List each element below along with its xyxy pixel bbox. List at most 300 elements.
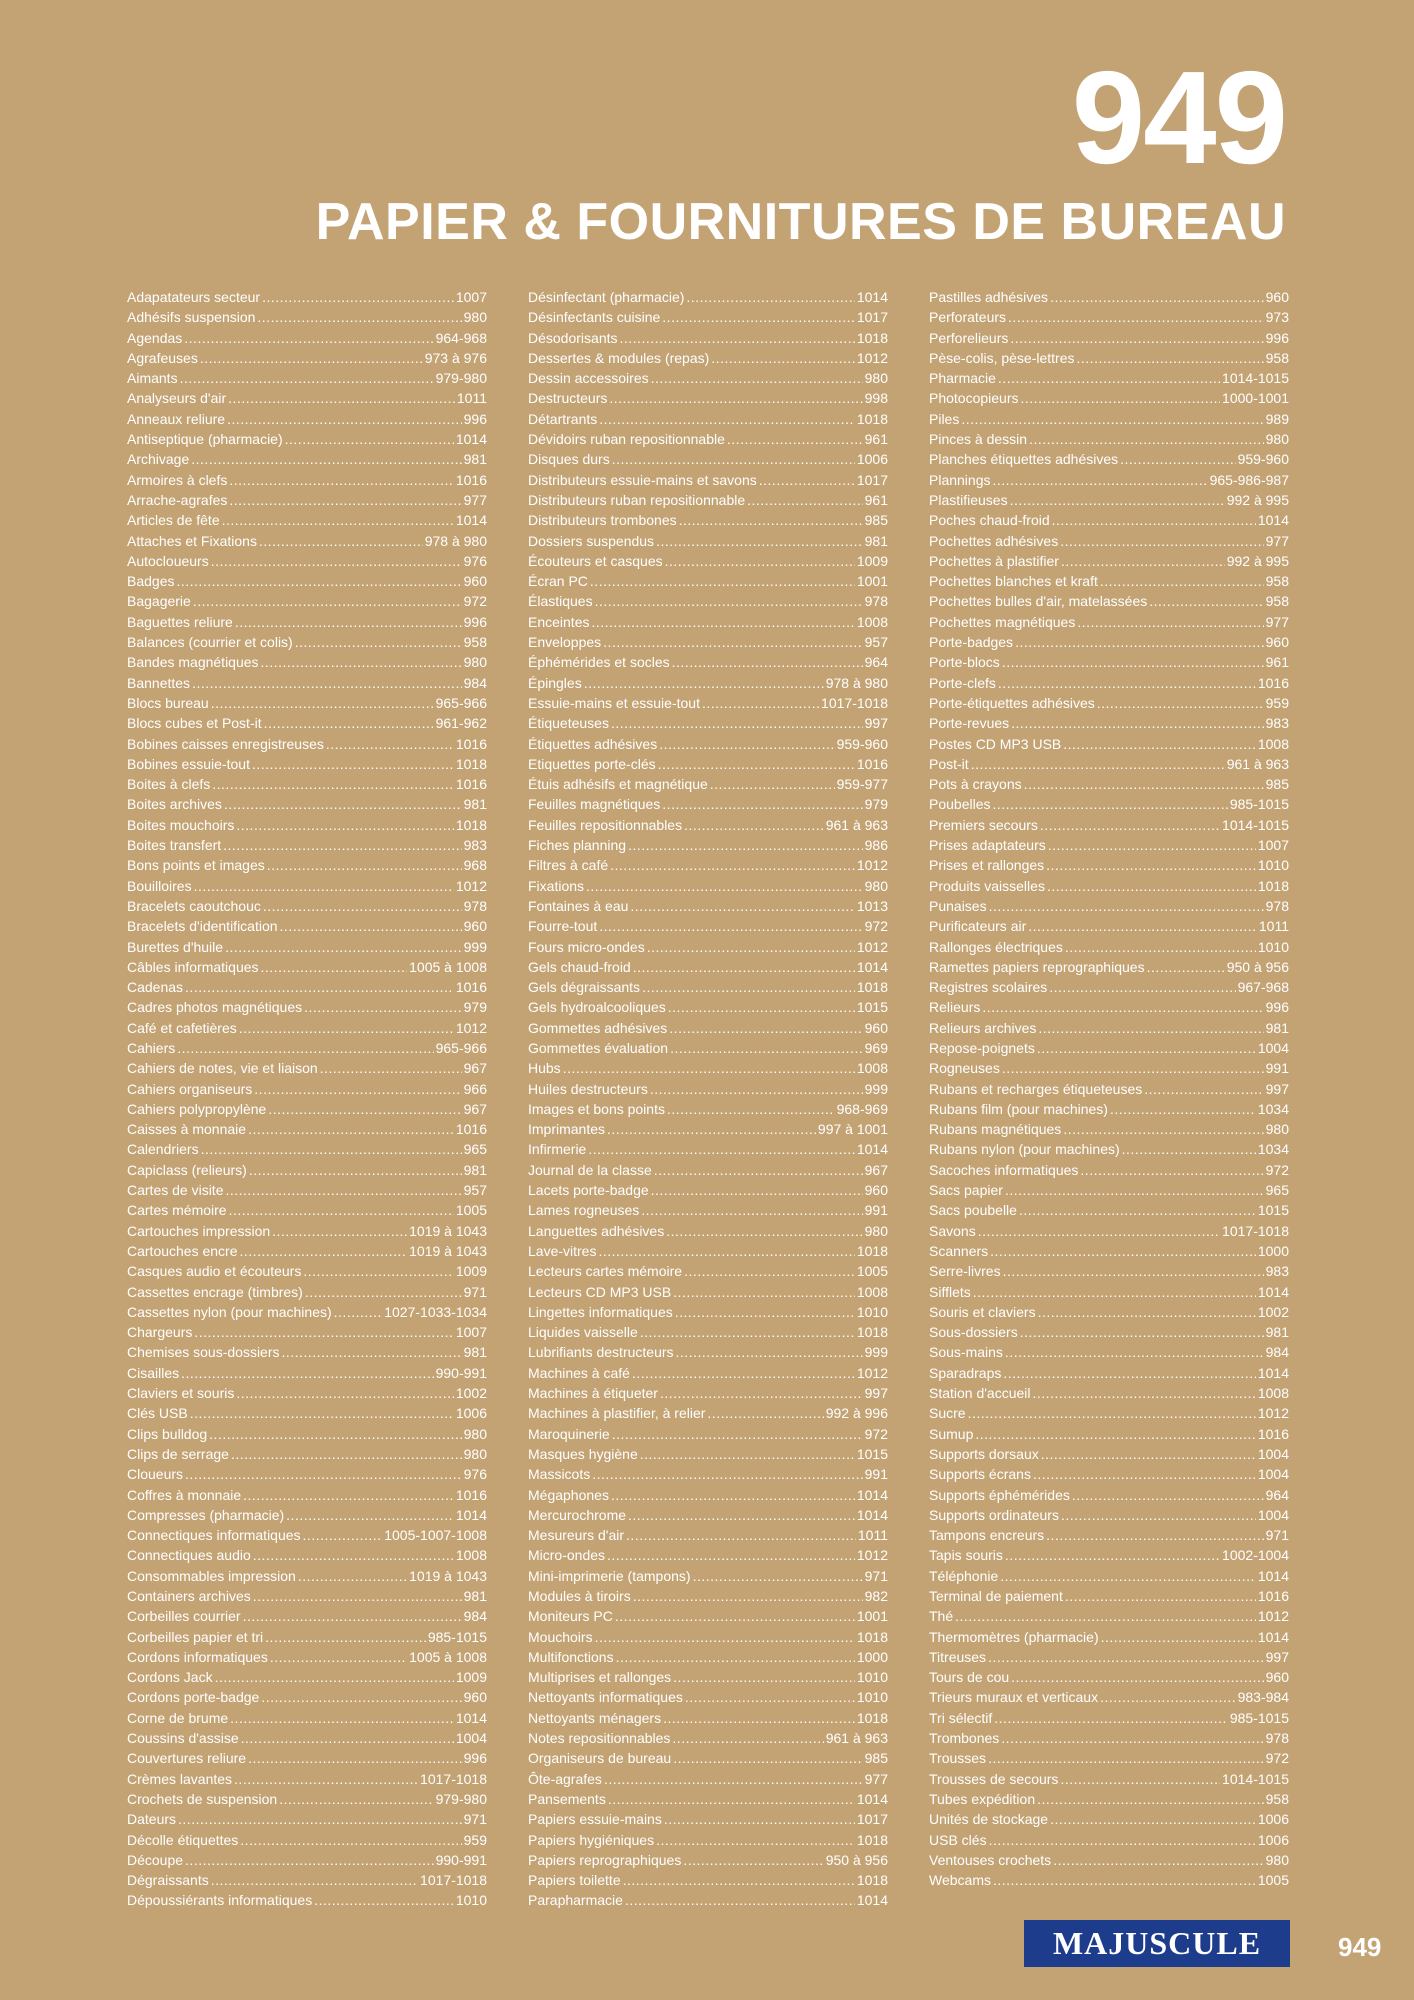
entry-page: 972 [463, 593, 487, 610]
dot-leader [320, 1058, 462, 1078]
index-entry [929, 632, 1289, 652]
dot-leader [633, 957, 855, 977]
dot-leader [675, 1302, 855, 1322]
index-entry [528, 612, 888, 632]
dot-leader [603, 632, 862, 652]
dot-leader [599, 409, 855, 429]
index-entry [929, 1322, 1289, 1342]
entry-page: 964 [864, 654, 888, 671]
dot-leader [1077, 612, 1263, 632]
entry-name: Dévidoirs ruban repositionnable [528, 431, 725, 448]
entry-page: 1034 [1257, 1141, 1289, 1158]
entry-name: Cadres photos magnétiques [127, 999, 303, 1016]
entry-name: Aimants [127, 370, 178, 387]
index-entry [528, 1444, 888, 1464]
index-entry [929, 307, 1289, 327]
dot-leader [665, 551, 855, 571]
dot-leader [651, 368, 863, 388]
index-entry [127, 1342, 487, 1362]
entry-name: Sacs poubelle [929, 1202, 1017, 1219]
entry-name: Arrache-agrafes [127, 491, 228, 508]
entry-name: Baguettes reliure [127, 613, 233, 630]
index-entry [929, 937, 1289, 957]
entry-page: 1002 [455, 1385, 487, 1402]
index-entry [528, 571, 888, 591]
dot-leader [679, 510, 863, 530]
dot-leader [707, 1403, 823, 1423]
index-entry [127, 1403, 487, 1423]
entry-name: Tours de cou [929, 1669, 1010, 1686]
dot-leader [1077, 348, 1264, 368]
dot-leader [989, 1830, 1256, 1850]
entry-page: 1016 [455, 1121, 487, 1138]
entry-page: 1014 [856, 1506, 888, 1523]
dot-leader [223, 835, 461, 855]
entry-page: 1005 [856, 1263, 888, 1280]
dot-leader [662, 794, 862, 814]
entry-name: Dossiers suspendus [528, 532, 655, 549]
entry-name: Calendriers [127, 1141, 199, 1158]
index-entry [127, 1525, 487, 1545]
entry-name: Articles de fête [127, 512, 220, 529]
index-entry [127, 652, 487, 672]
dot-leader [280, 916, 462, 936]
entry-name: Cartes de visite [127, 1182, 224, 1199]
entry-page: 967 [463, 1060, 487, 1077]
index-entry [127, 855, 487, 875]
index-entry [528, 368, 888, 388]
entry-page: 980 [1265, 1851, 1289, 1868]
dot-leader [305, 1282, 462, 1302]
entry-page: 999 [864, 1080, 888, 1097]
entry-page: 1018 [455, 816, 487, 833]
dot-leader [314, 1890, 454, 1910]
entry-name: Massicots [528, 1466, 591, 1483]
index-entry [127, 1444, 487, 1464]
index-entry [127, 591, 487, 611]
entry-page: 1014 [856, 1790, 888, 1807]
dot-leader [683, 1850, 823, 1870]
entry-name: Cordons Jack [127, 1669, 213, 1686]
dot-leader [240, 1830, 461, 1850]
dot-leader [1028, 916, 1257, 936]
dot-leader [1033, 1383, 1256, 1403]
dot-leader [253, 1545, 454, 1565]
dot-leader [595, 1627, 855, 1647]
dot-leader [684, 815, 824, 835]
dot-leader [669, 1018, 862, 1038]
entry-name: Masques hygiène [528, 1445, 638, 1462]
entry-name: Tubes expédition [929, 1790, 1036, 1807]
entry-name: Ôte-agrafes [528, 1770, 602, 1787]
entry-page: 978 [864, 593, 888, 610]
index-entry [929, 997, 1289, 1017]
index-entry [127, 1870, 487, 1890]
entry-name: Sacoches informatiques [929, 1161, 1079, 1178]
entry-page: 1014 [455, 1506, 487, 1523]
entry-name: Agendas [127, 329, 183, 346]
index-entry [528, 794, 888, 814]
entry-name: Notes repositionnables [528, 1730, 671, 1747]
entry-page: 961 à 963 [825, 816, 888, 833]
dot-leader [1080, 1160, 1263, 1180]
index-entry [528, 1079, 888, 1099]
entry-page: 980 [463, 1425, 487, 1442]
entry-name: Étuis adhésifs et magnétique [528, 776, 708, 793]
index-entry [528, 977, 888, 997]
dot-leader [667, 1099, 835, 1119]
dot-leader [727, 429, 863, 449]
entry-name: Purificateurs air [929, 918, 1027, 935]
entry-name: Clés USB [127, 1405, 188, 1422]
entry-name: Photocopieurs [929, 390, 1019, 407]
dot-leader [193, 591, 462, 611]
dot-leader [654, 1160, 863, 1180]
index-entry [127, 1139, 487, 1159]
index-entry [929, 1302, 1289, 1322]
entry-name: Sous-dossiers [929, 1324, 1018, 1341]
index-entry [127, 612, 487, 632]
index-entry [929, 1870, 1289, 1890]
section-number: 949 [1071, 44, 1286, 191]
index-entry [528, 1870, 888, 1890]
entry-name: Balances (courrier et colis) [127, 634, 293, 651]
index-entry [929, 1241, 1289, 1261]
entry-name: Consommables impression [127, 1567, 296, 1584]
entry-name: Porte-blocs [929, 654, 1000, 671]
index-entry [528, 1403, 888, 1423]
dot-leader [201, 1139, 462, 1159]
entry-name: Écouteurs et casques [528, 552, 663, 569]
entry-name: Micro-ondes [528, 1547, 606, 1564]
dot-leader [1005, 1180, 1264, 1200]
index-entry [127, 1830, 487, 1850]
entry-page: 992 à 995 [1226, 491, 1289, 508]
dot-leader [263, 896, 462, 916]
dot-leader [1049, 977, 1235, 997]
entry-name: Moniteurs PC [528, 1608, 613, 1625]
entry-page: 997 [864, 715, 888, 732]
index-entry [528, 1200, 888, 1220]
index-entry [528, 510, 888, 530]
dot-leader [1147, 957, 1225, 977]
entry-page: 996 [463, 410, 487, 427]
entry-page: 1014 [1257, 1283, 1289, 1300]
entry-name: Maroquinerie [528, 1425, 610, 1442]
entry-name: Distributeurs essuie-mains et savons [528, 471, 757, 488]
entry-name: Porte-étiquettes adhésives [929, 694, 1095, 711]
entry-name: Adapatateurs secteur [127, 289, 261, 305]
entry-name: Boites transfert [127, 837, 222, 854]
entry-page: 991 [864, 1466, 888, 1483]
entry-name: Casques audio et écouteurs [127, 1263, 302, 1280]
index-entry [528, 1647, 888, 1667]
index-entry [528, 693, 888, 713]
index-entry [528, 937, 888, 957]
entry-name: Couvertures reliure [127, 1750, 247, 1767]
entry-name: Hubs [528, 1060, 561, 1077]
entry-name: Unités de stockage [929, 1811, 1049, 1828]
entry-page: 997 [864, 1385, 888, 1402]
entry-name: Poubelles [929, 796, 991, 813]
entry-page: 1012 [1257, 1608, 1289, 1625]
index-entry [127, 1282, 487, 1302]
entry-name: Relieurs [929, 999, 981, 1016]
entry-page: 983 [463, 837, 487, 854]
dot-leader [1149, 591, 1263, 611]
entry-page: 1018 [1257, 877, 1289, 894]
entry-page: 981 [1265, 1019, 1289, 1036]
dot-leader [673, 1282, 855, 1302]
index-entry [528, 1302, 888, 1322]
dot-leader [988, 1748, 1264, 1768]
index-entry [127, 876, 487, 896]
index-entry [127, 1505, 487, 1525]
entry-page: 959-977 [836, 776, 888, 793]
dot-leader [685, 1687, 855, 1707]
entry-name: Tapis souris [929, 1547, 1003, 1564]
dot-leader [640, 1322, 855, 1342]
dot-leader [651, 1180, 863, 1200]
entry-name: Postes CD MP3 USB [929, 735, 1062, 752]
dot-leader [670, 1038, 863, 1058]
entry-name: Écran PC [528, 573, 588, 590]
index-entry [127, 997, 487, 1017]
entry-name: Cassettes nylon (pour machines) [127, 1303, 332, 1320]
entry-name: Gels chaud-froid [528, 958, 631, 975]
dot-leader [286, 1505, 454, 1525]
index-column-3 [929, 287, 1289, 1890]
index-entry [929, 1038, 1289, 1058]
entry-page: 961-962 [435, 715, 487, 732]
entry-name: Feuilles repositionnables [528, 816, 683, 833]
dot-leader [659, 734, 834, 754]
dot-leader [252, 754, 454, 774]
entry-page: 1018 [856, 410, 888, 427]
entry-page: 1004 [1257, 1506, 1289, 1523]
entry-page: 985-1015 [1229, 796, 1289, 813]
index-entry [929, 1383, 1289, 1403]
entry-page: 1000 [1257, 1242, 1289, 1259]
entry-name: Rallonges électriques [929, 938, 1063, 955]
entry-name: Trombones [929, 1730, 1000, 1747]
index-entry [528, 348, 888, 368]
dot-leader [1120, 449, 1235, 469]
entry-name: Ventouses crochets [929, 1851, 1052, 1868]
dot-leader [1000, 1566, 1256, 1586]
index-entry [929, 916, 1289, 936]
index-entry [127, 713, 487, 733]
index-entry [127, 307, 487, 327]
entry-page: 983 [1265, 1263, 1289, 1280]
entry-name: Découpe [127, 1851, 184, 1868]
entry-page: 976 [463, 552, 487, 569]
index-entry [929, 1606, 1289, 1626]
entry-name: Fiches planning [528, 837, 627, 854]
index-entry [929, 1687, 1289, 1707]
dot-leader [998, 673, 1256, 693]
entry-name: Trieurs muraux et verticaux [929, 1689, 1099, 1706]
entry-page: 1015 [1257, 1202, 1289, 1219]
dot-leader [1011, 1667, 1263, 1687]
entry-page: 966 [463, 1080, 487, 1097]
dot-leader [747, 490, 863, 510]
index-entry [929, 1180, 1289, 1200]
entry-name: Sucre [929, 1405, 966, 1422]
dot-leader [988, 1647, 1264, 1667]
entry-page: 1009 [455, 1263, 487, 1280]
entry-name: Agrafeuses [127, 349, 198, 366]
entry-name: Huiles destructeurs [528, 1080, 648, 1097]
entry-name: Modules à tiroirs [528, 1588, 631, 1604]
dot-leader [642, 977, 855, 997]
entry-name: Cordons informatiques [127, 1648, 268, 1665]
entry-page: 1014 [856, 1141, 888, 1158]
index-entry [528, 754, 888, 774]
entry-name: Pochettes magnétiques [929, 613, 1076, 630]
index-entry [528, 815, 888, 835]
dot-leader [1101, 1627, 1256, 1647]
entry-page: 1017 [856, 1811, 888, 1828]
dot-leader [1050, 287, 1264, 307]
entry-page: 971 [864, 1567, 888, 1584]
dot-leader [176, 571, 461, 591]
entry-name: Désodorisants [528, 329, 618, 346]
dot-leader [663, 1708, 855, 1728]
dot-leader [1003, 1261, 1264, 1281]
index-entry [127, 896, 487, 916]
dot-leader [630, 896, 854, 916]
dot-leader [185, 1850, 434, 1870]
entry-name: Caisses à monnaie [127, 1121, 247, 1138]
entry-name: Pochettes adhésives [929, 532, 1059, 549]
entry-name: Téléphonie [929, 1567, 999, 1584]
index-entry [528, 1464, 888, 1484]
entry-name: Papiers hygiéniques [528, 1831, 655, 1848]
dot-leader [632, 1363, 855, 1383]
entry-page: 1027-1033-1034 [384, 1303, 487, 1320]
index-entry [528, 328, 888, 348]
entry-page: 1005 [455, 1202, 487, 1219]
entry-page: 991 [1265, 1060, 1289, 1077]
index-entry [528, 916, 888, 936]
entry-page: 1010 [856, 1303, 888, 1320]
entry-name: Rubans et recharges étiqueteuses [929, 1080, 1143, 1097]
dot-leader [236, 1383, 453, 1403]
entry-name: Cartouches impression [127, 1222, 271, 1239]
entry-page: 1017-1018 [1222, 1222, 1289, 1239]
dot-leader [650, 1079, 863, 1099]
entry-page: 1006 [1257, 1811, 1289, 1828]
index-entry [929, 1200, 1289, 1220]
entry-name: Machines à plastifier, à relier [528, 1405, 706, 1422]
entry-page: 983 [1265, 715, 1289, 732]
index-entry [929, 287, 1289, 307]
index-entry [929, 1099, 1289, 1119]
index-entry [929, 510, 1289, 530]
entry-page: 1000 [856, 1648, 888, 1665]
entry-page: 964-968 [435, 329, 487, 346]
entry-name: Gommettes évaluation [528, 1039, 669, 1056]
entry-name: Éphémérides et socles [528, 654, 670, 671]
index-entry [127, 470, 487, 490]
index-entry [528, 652, 888, 672]
page-number: 949 [1338, 1932, 1382, 1962]
index-entry [929, 1018, 1289, 1038]
index-entry [127, 1363, 487, 1383]
entry-name: Supports ordinateurs [929, 1506, 1059, 1523]
entry-page: 1019 à 1043 [409, 1567, 487, 1584]
index-entry [127, 1606, 487, 1626]
dot-leader [270, 1647, 407, 1667]
index-entry [127, 815, 487, 835]
dot-leader [235, 612, 462, 632]
entry-page: 980 [864, 877, 888, 894]
entry-page: 971 [463, 1283, 487, 1300]
entry-name: Désinfectant (pharmacie) [528, 289, 685, 305]
entry-name: Savons [929, 1222, 976, 1239]
index-entry [528, 1322, 888, 1342]
dot-leader [994, 1708, 1228, 1728]
entry-page: 981 [864, 532, 888, 549]
index-entry [528, 1099, 888, 1119]
dot-leader [1060, 531, 1263, 551]
index-entry [528, 1261, 888, 1281]
dot-leader [185, 977, 454, 997]
entry-page: 1014 [1257, 512, 1289, 529]
entry-name: Organiseurs de bureau [528, 1750, 672, 1767]
entry-name: Cahiers de notes, vie et liaison [127, 1060, 318, 1077]
dot-leader [234, 1769, 418, 1789]
entry-page: 965 [1265, 1182, 1289, 1199]
entry-page: 1008 [856, 613, 888, 630]
index-entry [929, 348, 1289, 368]
dot-leader [240, 1241, 408, 1261]
entry-page: 973 [1265, 309, 1289, 326]
index-entry [929, 1139, 1289, 1159]
index-entry [929, 571, 1289, 591]
dot-leader [225, 1180, 461, 1200]
entry-page: 1014 [455, 1709, 487, 1726]
entry-page: 1000-1001 [1222, 390, 1289, 407]
dot-leader [1002, 652, 1264, 672]
entry-name: Imprimantes [528, 1121, 606, 1138]
index-entry [528, 1282, 888, 1302]
entry-name: Thermomètres (pharmacie) [929, 1628, 1099, 1645]
index-entry [929, 388, 1289, 408]
entry-name: Élastiques [528, 593, 593, 610]
index-entry [929, 429, 1289, 449]
dot-leader [656, 1830, 855, 1850]
dot-leader [1019, 1200, 1256, 1220]
index-entry [929, 1728, 1289, 1748]
entry-page: 997 [1265, 1648, 1289, 1665]
index-entry [929, 1525, 1289, 1545]
dot-leader [973, 1282, 1256, 1302]
entry-name: Pharmacie [929, 370, 996, 387]
dot-leader [711, 348, 855, 368]
dot-leader [212, 774, 454, 794]
index-entry [929, 1160, 1289, 1180]
index-entry [127, 551, 487, 571]
entry-page: 965-966 [435, 1039, 487, 1056]
dot-leader [211, 693, 434, 713]
dot-leader [608, 1789, 855, 1809]
dot-leader [243, 1606, 462, 1626]
index-entry [127, 1748, 487, 1768]
entry-page: 991 [864, 1202, 888, 1219]
dot-leader [656, 531, 863, 551]
